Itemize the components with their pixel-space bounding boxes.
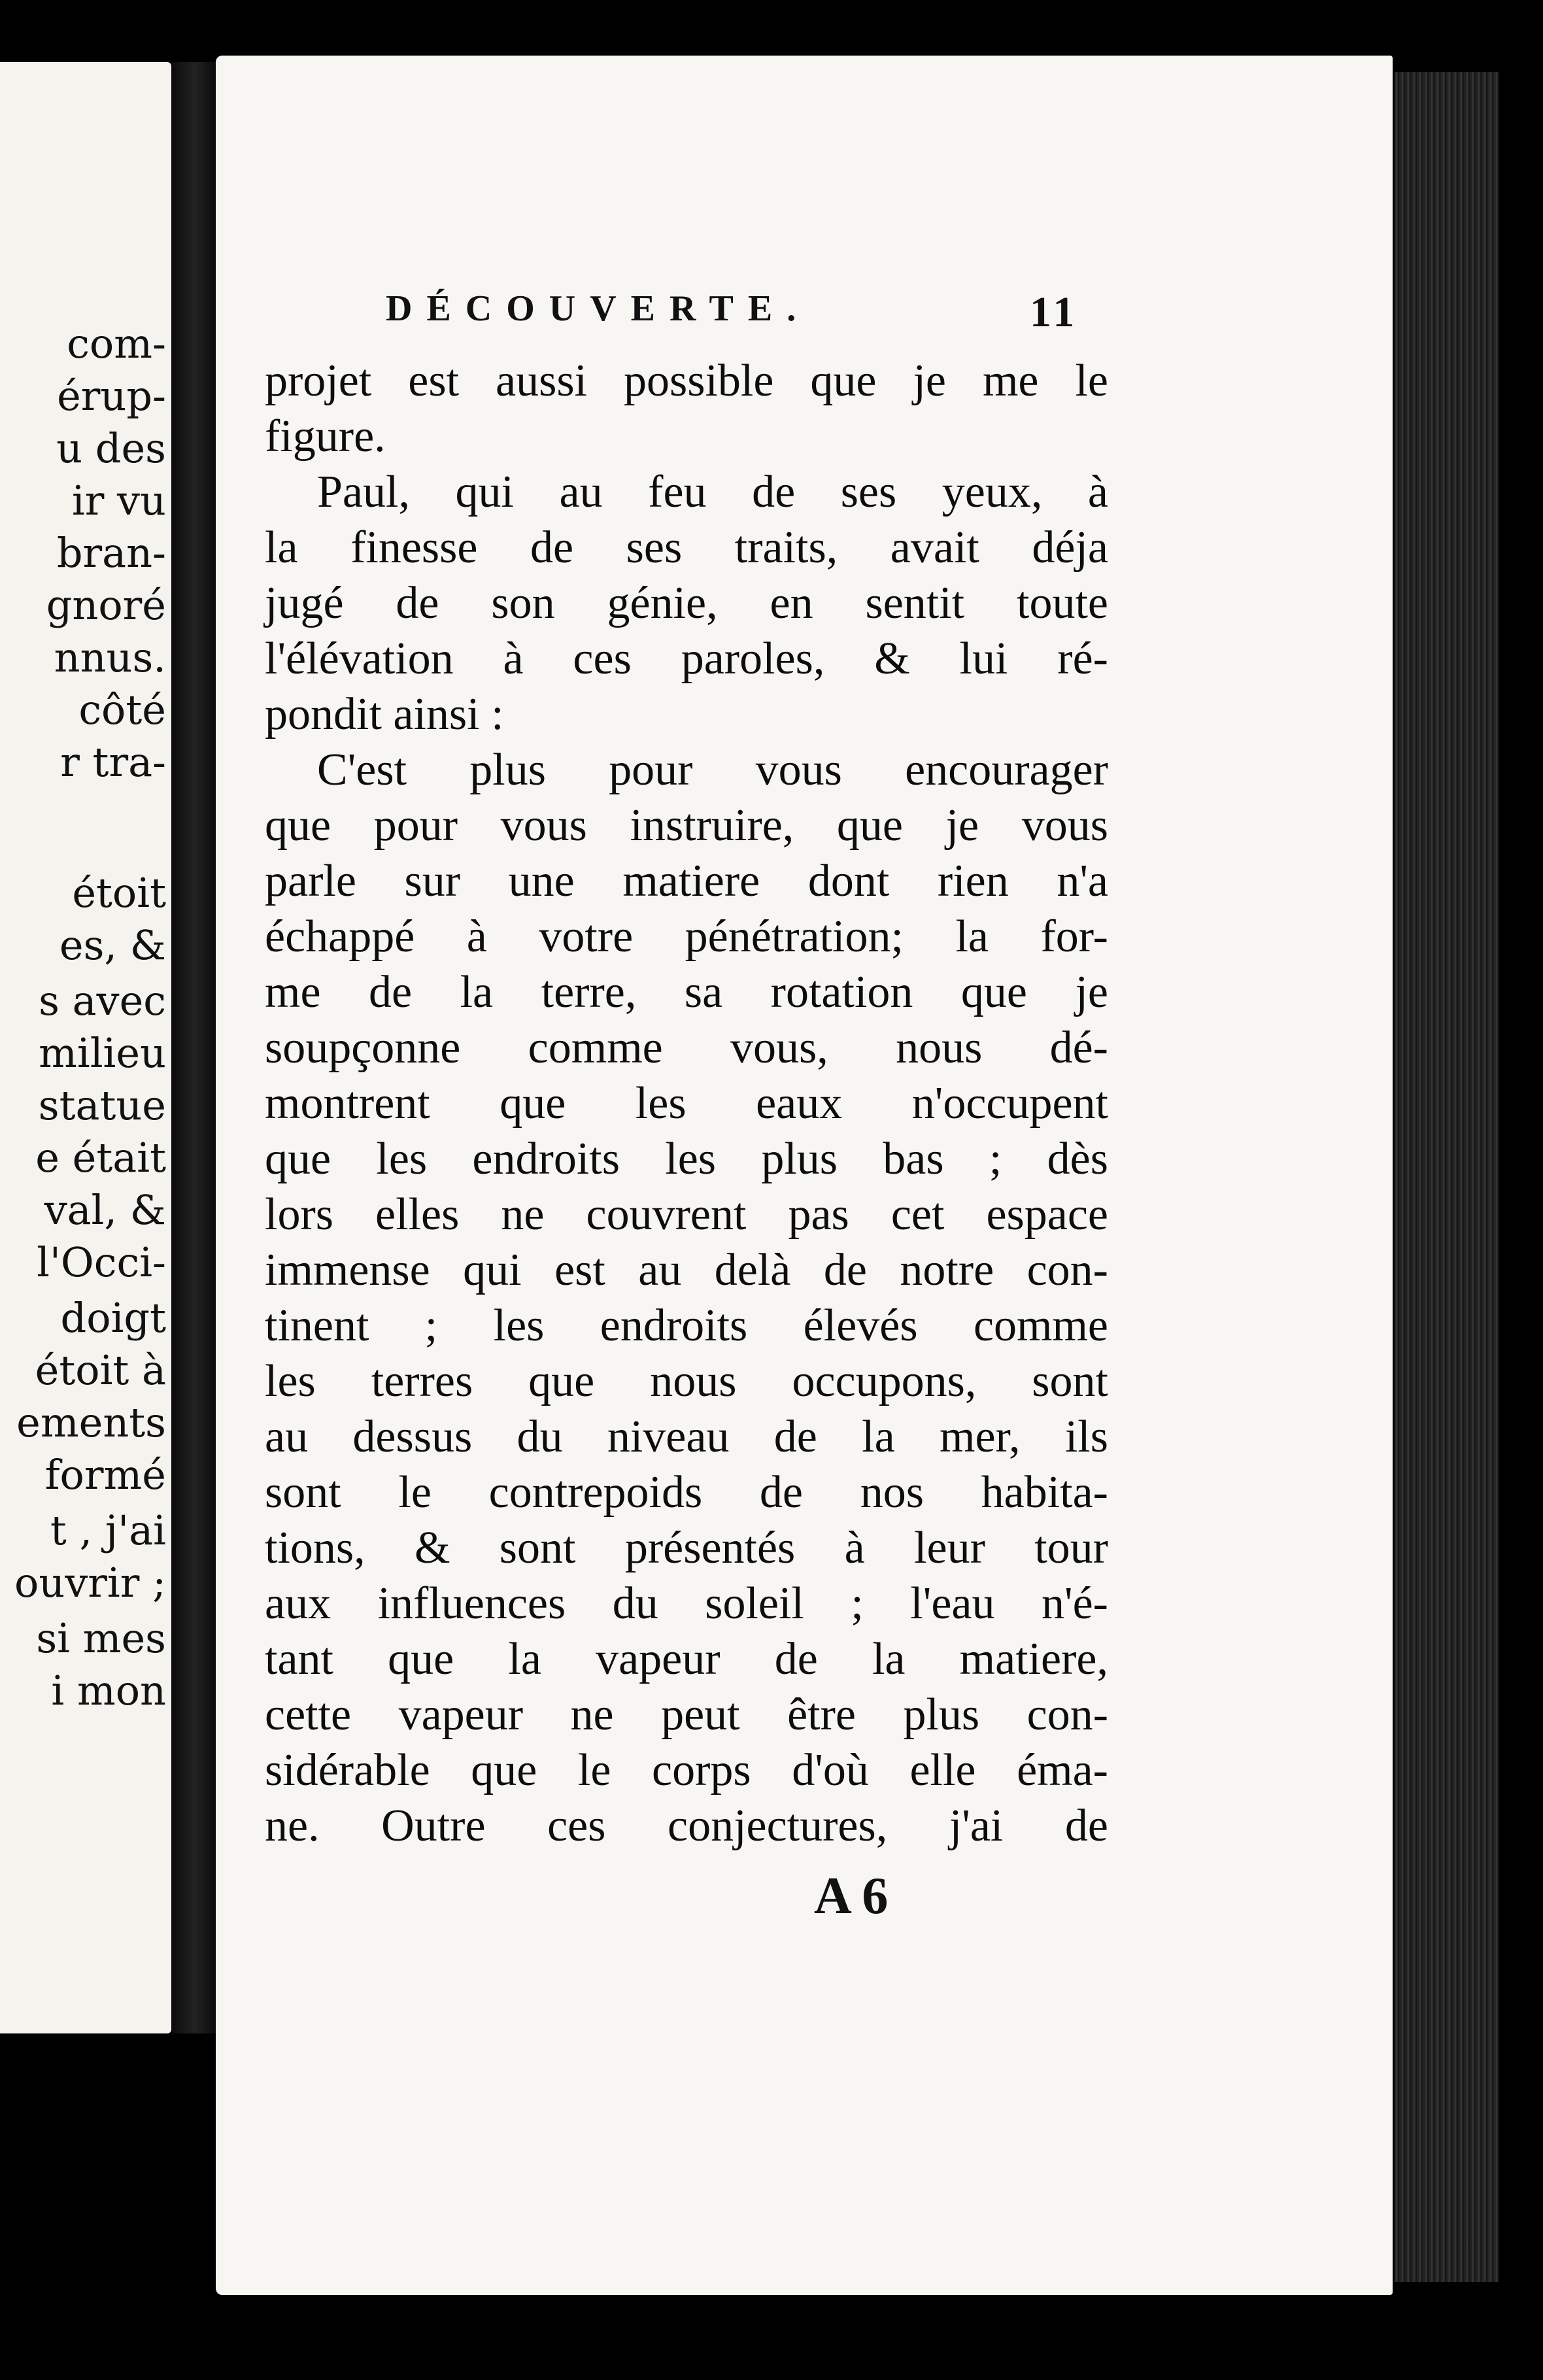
text-line: sont le contrepoids de nos habita- xyxy=(265,1467,1108,1518)
left-page-line: érup- xyxy=(57,372,166,420)
left-page-line: ouvrir ; xyxy=(14,1559,166,1606)
text-line: l'élévation à ces paroles, & lui ré- xyxy=(265,634,1108,684)
left-page-line: t , j'ai xyxy=(50,1506,166,1554)
text-line: me de la terre, sa rotation que je xyxy=(265,967,1108,1017)
text-line: tions, & sont présentés à leur tour xyxy=(265,1523,1108,1573)
text-line: tinent ; les endroits élevés comme xyxy=(265,1300,1108,1351)
text-line: sidérable que le corps d'où elle éma- xyxy=(265,1745,1108,1795)
text-line: C'est plus pour vous encourager xyxy=(317,745,1108,795)
text-line: les terres que nous occupons, sont xyxy=(265,1356,1108,1406)
body-text xyxy=(265,353,1108,1854)
left-page-line: val, & xyxy=(44,1186,166,1234)
left-page-line: étoit xyxy=(72,869,166,917)
left-page-line: r tra- xyxy=(60,738,166,786)
text-line: tant que la vapeur de la matiere, xyxy=(265,1634,1108,1684)
left-page-line: nnus. xyxy=(54,634,166,681)
text-line: montrent que les eaux n'occupent xyxy=(265,1078,1108,1129)
left-page-line: doigt xyxy=(60,1294,166,1342)
text-line: projet est aussi possible que je me le xyxy=(265,356,1108,406)
text-line: Paul, qui au feu de ses yeux, à xyxy=(317,467,1108,517)
left-page-line: l'Occi- xyxy=(37,1238,166,1286)
left-page-line: gnoré xyxy=(46,581,166,629)
text-line: lors elles ne couvrent pas cet espace xyxy=(265,1189,1108,1240)
text-line: la finesse de ses traits, avait déja xyxy=(265,522,1108,573)
text-line: cette vapeur ne peut être plus con- xyxy=(265,1690,1108,1740)
book-gutter xyxy=(171,62,217,2033)
text-line: que pour vous instruire, que je vous xyxy=(265,800,1108,851)
left-page-line: s avec xyxy=(39,977,166,1025)
text-line: que les endroits les plus bas ; dès xyxy=(265,1134,1108,1184)
left-page-line: u des xyxy=(56,424,166,472)
text-line: immense qui est au delà de notre con- xyxy=(265,1245,1108,1295)
text-line: soupçonne comme vous, nous dé- xyxy=(265,1023,1108,1073)
left-page-line: es, & xyxy=(59,921,166,969)
left-page-line: si mes xyxy=(36,1614,166,1662)
left-page-line: statue xyxy=(38,1081,166,1129)
text-line: ne. Outre ces conjectures, j'ai de xyxy=(265,1801,1108,1851)
left-page-line: ir vu xyxy=(71,477,166,524)
left-page-line: bran- xyxy=(56,529,166,577)
page-edges xyxy=(1393,72,1499,2282)
left-page-line: milieu xyxy=(39,1029,166,1077)
left-page-line: formé xyxy=(44,1451,166,1499)
text-line: parle sur une matiere dont rien n'a xyxy=(265,856,1108,906)
text-line: figure. xyxy=(265,411,386,462)
text-line: jugé de son génie, en sentit toute xyxy=(265,578,1108,628)
signature-mark: A 6 xyxy=(814,1867,889,1925)
left-page-line: e était xyxy=(35,1134,166,1182)
text-line: aux influences du soleil ; l'eau n'é- xyxy=(265,1578,1108,1629)
previous-page xyxy=(0,62,171,2033)
left-page-line: com- xyxy=(67,320,166,367)
text-line: échappé à votre pénétration; la for- xyxy=(265,911,1108,962)
left-page-line: ements xyxy=(16,1399,166,1446)
page-number: 11 xyxy=(1030,288,1079,336)
left-page-line: i mon xyxy=(51,1667,166,1714)
text-line: pondit ainsi : xyxy=(265,689,504,740)
left-page-line: étoit à xyxy=(35,1346,166,1394)
running-title: DÉCOUVERTE. xyxy=(386,288,811,329)
text-line: au dessus du niveau de la mer, ils xyxy=(265,1412,1108,1462)
left-page-line: côté xyxy=(78,686,166,734)
